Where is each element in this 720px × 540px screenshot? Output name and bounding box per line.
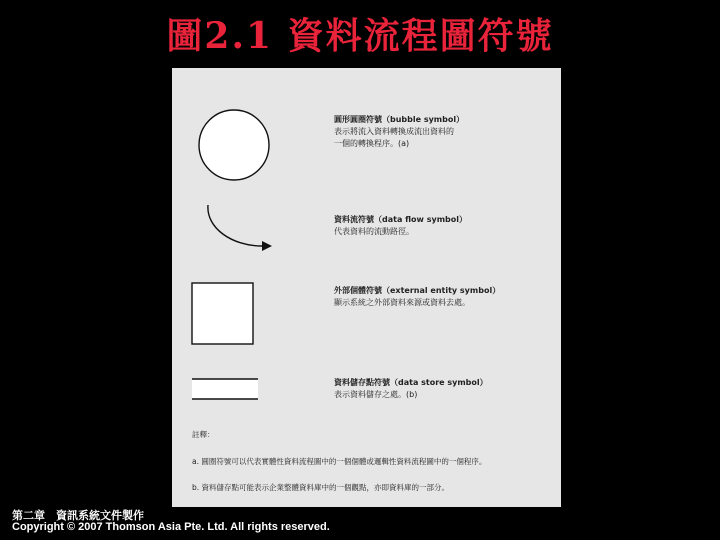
bubble-symbol-icon — [199, 110, 269, 180]
data-store-title: 資料儲存點符號（data store symbol） — [334, 378, 488, 387]
data-flow-title: 資料流符號（data flow symbol） — [334, 215, 468, 224]
data-store-desc-line1: 表示資料儲存之處。(b) — [334, 390, 418, 399]
data-store-description — [334, 377, 554, 401]
external-entity-desc-line1: 顯示系統之外部資料來源或資料去處。 — [334, 298, 470, 307]
notes-heading: 註釋： — [192, 430, 215, 439]
copyright-footer: Copyright © 2007 Thomson Asia Pte. Ltd. All rights reserved. — [12, 521, 330, 533]
bubble-symbol-desc-line2: 一個的轉換程序。(a) — [334, 139, 410, 148]
figure-panel — [172, 68, 561, 507]
data-store-icon — [192, 379, 258, 399]
note-a: a. 圓圈符號可以代表實體性資料流程圖中的一個個體或邏輯性資料流程圖中的一個程序。 — [192, 457, 487, 466]
data-flow-description — [334, 214, 554, 238]
external-entity-title: 外部個體符號（external entity symbol） — [334, 286, 501, 295]
slide-title: 圖2.1 資料流程圖符號 — [166, 15, 554, 57]
data-flow-desc-line1: 代表資料的流動路徑。 — [334, 227, 414, 236]
external-entity-icon — [192, 283, 253, 344]
note-b: b. 資料儲存點可能表示企業整體資料庫中的一個觀點，亦即資料庫的一部分。 — [192, 483, 450, 492]
external-entity-description — [334, 285, 554, 309]
bubble-symbol-description — [334, 114, 554, 150]
bubble-symbol-desc-line1: 表示將流入資料轉換成流出資料的 — [334, 127, 454, 136]
data-flow-arrow-icon — [208, 205, 272, 251]
bubble-symbol-title: 圓形圓圈符號（bubble symbol） — [334, 115, 465, 124]
chapter-footer: 第二章 資訊系統文件製作 — [12, 510, 144, 522]
